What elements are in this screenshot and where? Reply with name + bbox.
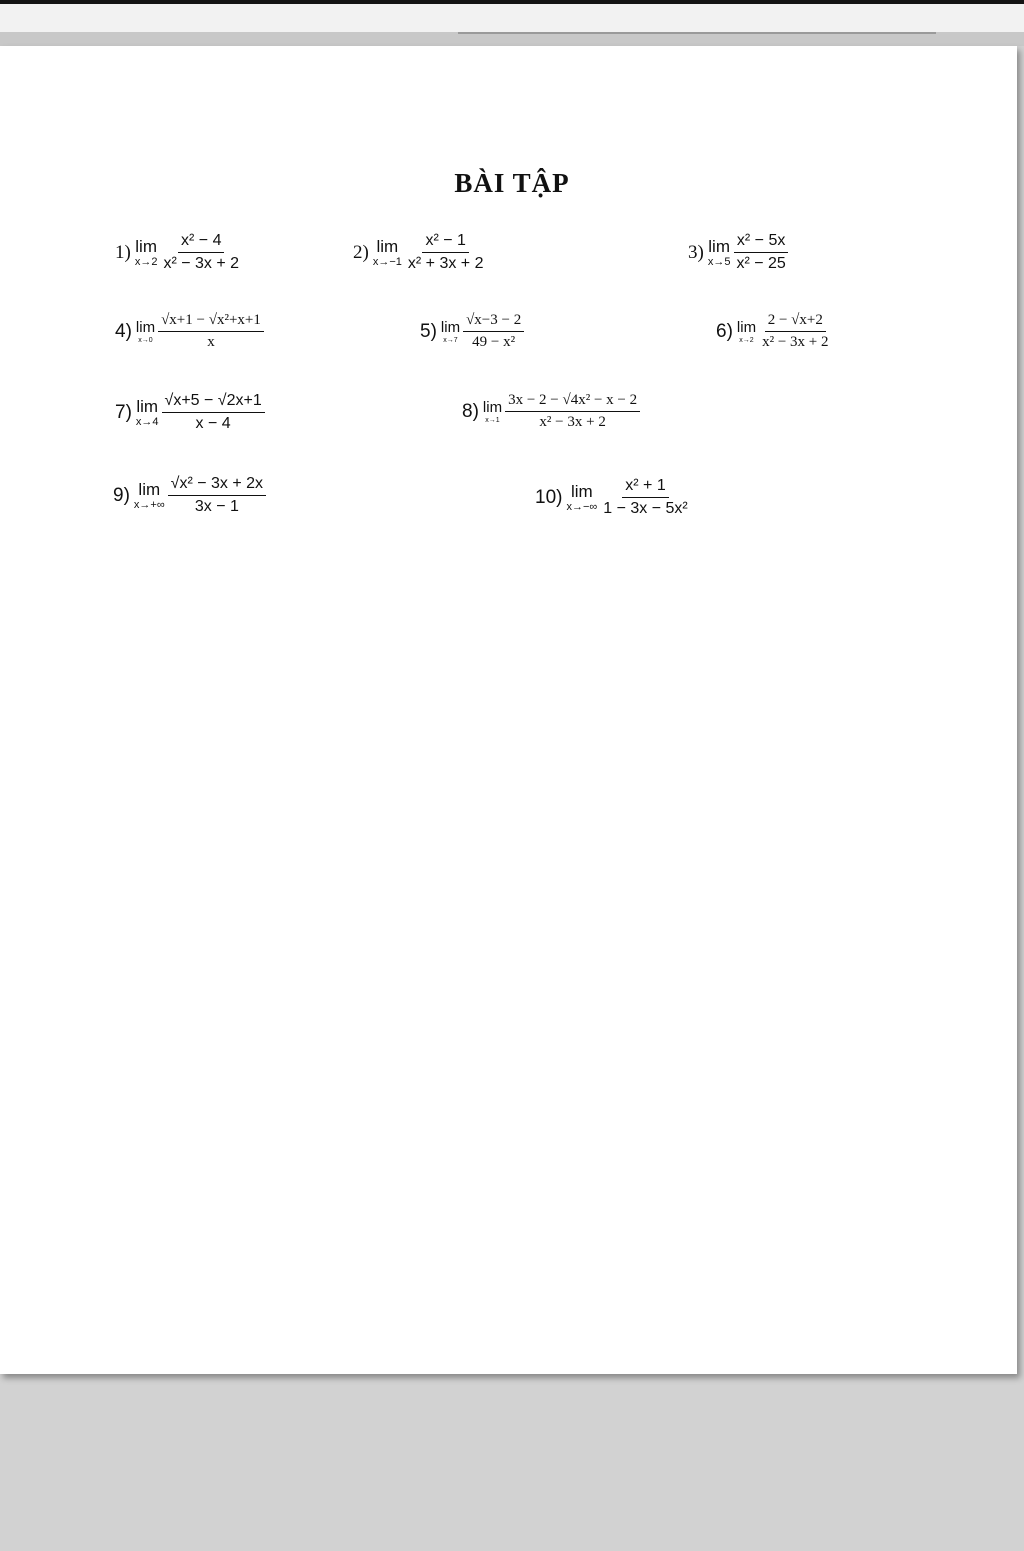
denominator: 49 − x² (472, 334, 516, 351)
problem-7 (115, 392, 265, 434)
fraction (733, 232, 788, 274)
numerator: √x−3 − 2 (463, 312, 524, 332)
problem-2 (353, 232, 486, 274)
limit-operator: lim x→2 (736, 318, 757, 344)
problem-label: 8) (462, 400, 479, 422)
problem-label: 2) (353, 241, 369, 263)
problem-label: 7) (115, 401, 132, 423)
limit-operator: lim x→+∞ (133, 479, 165, 511)
denominator: 1 − 3x − 5x² (603, 500, 688, 518)
viewer-background-band (0, 32, 1024, 46)
problem-9 (113, 475, 266, 517)
fraction (600, 477, 691, 519)
numerator: √x² − 3x + 2x (168, 475, 266, 496)
problem-5 (420, 312, 524, 352)
problem-label: 5) (420, 320, 437, 342)
numerator: x² − 1 (422, 232, 468, 253)
problem-label: 1) (115, 241, 131, 263)
numerator: x² − 4 (178, 232, 224, 253)
denominator: x² − 3x + 2 (539, 414, 606, 431)
problem-3 (688, 232, 789, 274)
page-title: BÀI TẬP (454, 168, 570, 198)
limit-operator: lim x→0 (135, 318, 156, 344)
denominator: x − 4 (195, 415, 231, 433)
fraction (505, 392, 640, 432)
problem-8 (462, 392, 640, 432)
viewer-toolbar-strip (0, 4, 1024, 32)
fraction (759, 312, 831, 352)
fraction (160, 232, 242, 274)
problem-label: 10) (535, 486, 563, 508)
limit-operator: lim x→4 (135, 396, 159, 428)
numerator: x² + 1 (622, 477, 668, 498)
fraction (168, 475, 266, 517)
problem-1 (115, 232, 242, 274)
limit-operator: lim x→5 (707, 236, 731, 268)
denominator: x (207, 334, 215, 351)
denominator: x² − 3x + 2 (762, 334, 829, 351)
problem-label: 9) (113, 484, 130, 506)
numerator: √x+1 − √x²+x+1 (158, 312, 264, 332)
fraction (158, 312, 264, 352)
numerator: √x+5 − √2x+1 (162, 392, 265, 413)
denominator: x² + 3x + 2 (407, 255, 484, 273)
problem-4 (115, 312, 264, 352)
fraction (463, 312, 524, 352)
denominator: x² − 25 (736, 255, 786, 273)
fraction (162, 392, 265, 434)
fraction (405, 232, 487, 274)
limit-operator: lim x→1 (482, 398, 503, 424)
scroll-indicator-line (458, 32, 936, 34)
problem-label: 3) (688, 241, 704, 263)
numerator: 3x − 2 − √4x² − x − 2 (505, 392, 640, 412)
problem-6 (716, 312, 832, 352)
numerator: 2 − √x+2 (765, 312, 826, 332)
problem-label: 4) (115, 320, 132, 342)
problem-label: 6) (716, 320, 733, 342)
denominator: x² − 3x + 2 (163, 255, 240, 273)
denominator: 3x − 1 (194, 498, 239, 516)
limit-operator: lim x→−1 (372, 236, 402, 268)
problem-10 (535, 477, 691, 519)
limit-operator: lim x→7 (440, 318, 461, 344)
numerator: x² − 5x (734, 232, 788, 253)
limit-operator: lim x→2 (134, 236, 158, 268)
limit-operator: lim x→−∞ (566, 481, 598, 513)
